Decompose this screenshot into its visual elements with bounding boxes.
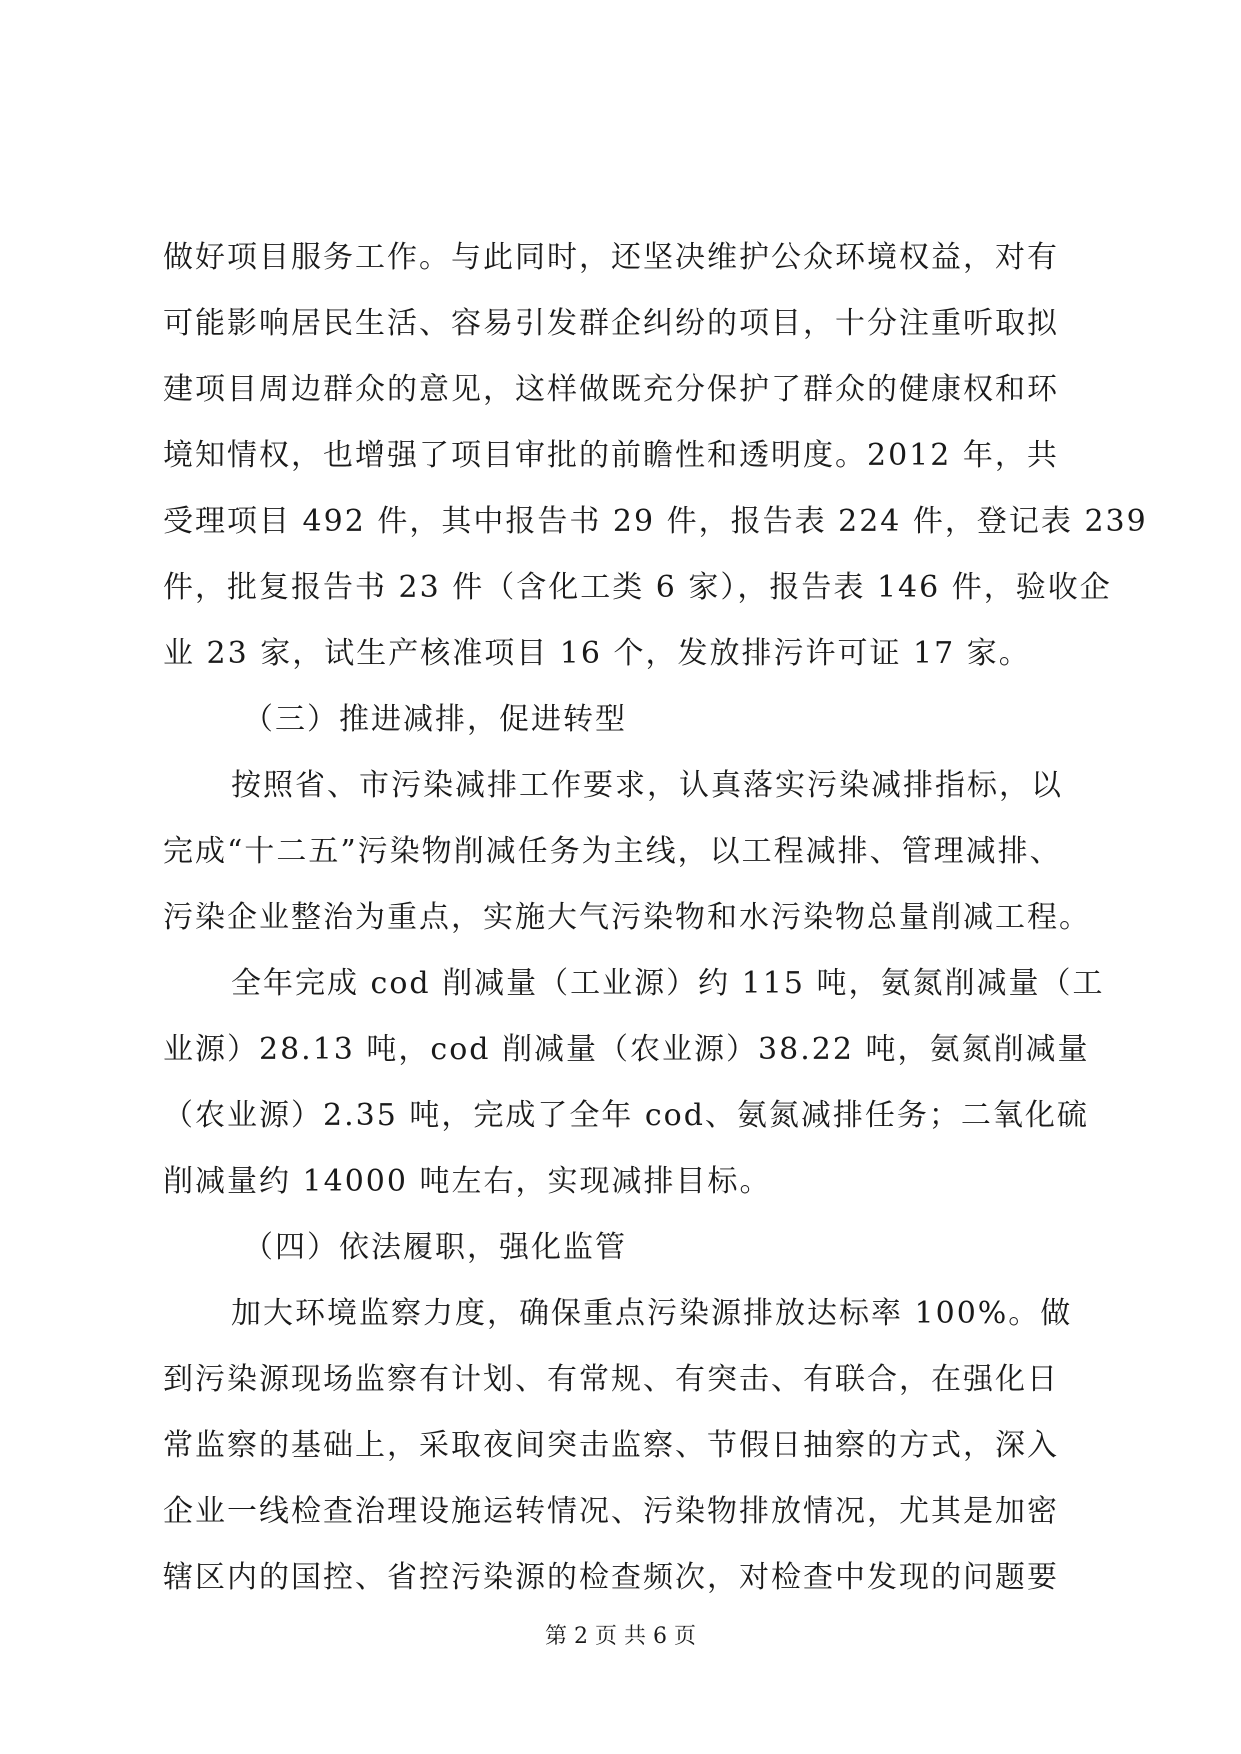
body-line: 污染企业整治为重点，实施大气污染物和水污染物总量削减工程。 [163, 900, 1091, 935]
body-line: 削减量约 14000 吨左右，实现减排目标。 [163, 1164, 772, 1199]
body-line: 建项目周边群众的意见，这样做既充分保护了群众的健康权和环 [163, 372, 1059, 407]
body-line: 到污染源现场监察有计划、有常规、有突击、有联合，在强化日 [163, 1362, 1059, 1397]
document-body [163, 225, 1148, 1611]
section-heading: （四）依法履职，强化监管 [243, 1230, 627, 1265]
paragraph-first-line: 加大环境监察力度，确保重点污染源排放达标率 100%。做 [231, 1296, 1073, 1331]
body-line: 件，批复报告书 23 件（含化工类 6 家），报告表 146 件，验收企 [163, 570, 1112, 605]
body-line: 完成“十二五”污染物削减任务为主线，以工程减排、管理减排、 [163, 834, 1062, 869]
body-line: 业源）28.13 吨，cod 削减量（农业源）38.22 吨，氨氮削减量 [163, 1032, 1090, 1067]
section-heading: （三）推进减排，促进转型 [243, 702, 627, 737]
paragraph-first-line: 全年完成 cod 削减量（工业源）约 115 吨，氨氮削减量（工 [231, 966, 1105, 1001]
page-number-footer: 第 2 页 共 6 页 [545, 1624, 696, 1649]
body-line: 辖区内的国控、省控污染源的检查频次，对检查中发现的问题要 [163, 1560, 1059, 1595]
body-line: 企业一线检查治理设施运转情况、污染物排放情况，尤其是加密 [163, 1494, 1059, 1529]
body-line: （农业源）2.35 吨，完成了全年 cod、氨氮减排任务；二氧化硫 [163, 1098, 1089, 1133]
body-line: 境知情权，也增强了项目审批的前瞻性和透明度。2012 年，共 [163, 438, 1059, 473]
body-line: 业 23 家，试生产核准项目 16 个，发放排污许可证 17 家。 [163, 636, 1031, 671]
paragraph-first-line: 按照省、市污染减排工作要求，认真落实污染减排指标，以 [231, 768, 1063, 803]
body-line: 可能影响居民生活、容易引发群企纠纷的项目，十分注重听取拟 [163, 306, 1059, 341]
body-line: 做好项目服务工作。与此同时，还坚决维护公众环境权益，对有 [163, 240, 1059, 275]
body-line: 受理项目 492 件，其中报告书 29 件，报告表 224 件，登记表 239 [163, 504, 1148, 539]
body-line: 常监察的基础上，采取夜间突击监察、节假日抽察的方式，深入 [163, 1428, 1059, 1463]
